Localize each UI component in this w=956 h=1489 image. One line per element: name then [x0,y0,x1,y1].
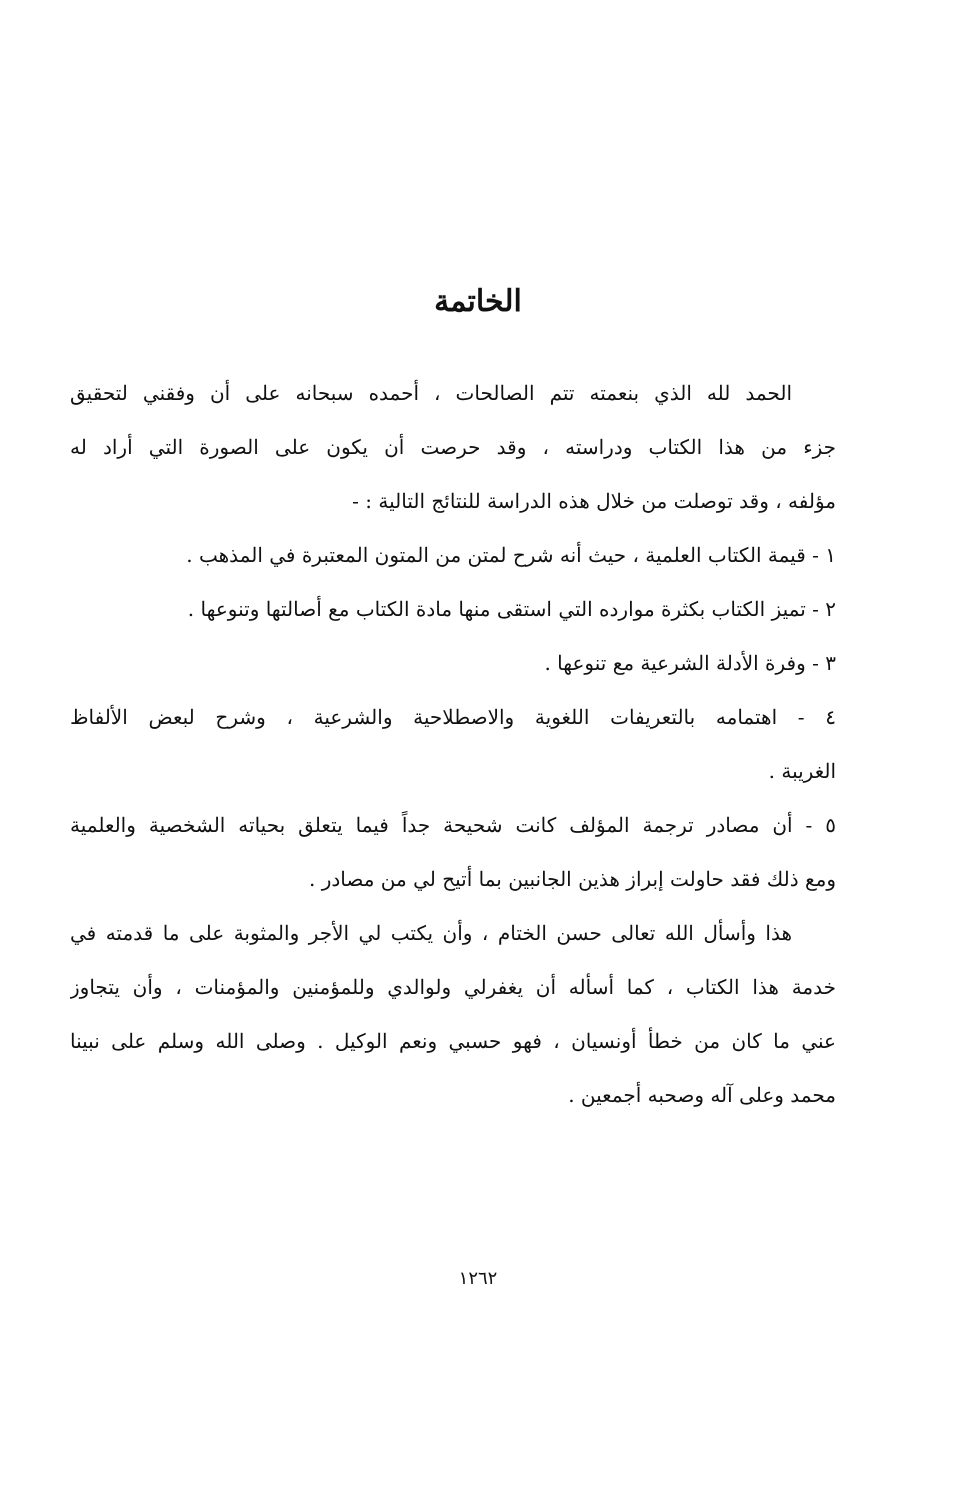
list-item-5: ٥ - أن مصادر ترجمة المؤلف كانت شحيحة جداً فيما يتعلق بحياته الشخصية والعلمية [70,813,836,837]
list-item-3: ٣ - وفرة الأدلة الشرعية مع تنوعها . [544,651,836,675]
paragraph-line: هذا وأسأل الله تعالى حسن الختام ، وأن يكتب لي الأجر والمثوبة على ما قدمته في [70,921,792,945]
paragraph-line: عني ما كان من خطأ أونسيان ، فهو حسبي ونعم الوكيل . وصلى الله وسلم على نبينا [70,1029,836,1053]
list-item-1: ١ - قيمة الكتاب العلمية ، حيث أنه شرح لمتن من المتون المعتبرة في المذهب . [186,543,836,567]
page-title: الخاتمة [434,284,522,319]
paragraph-line: محمد وعلى آله وصحبه أجمعين . [568,1083,836,1107]
paragraph-line: جزء من هذا الكتاب ودراسته ، وقد حرصت أن يكون على الصورة التي أراد له [70,435,836,459]
list-item-5-continuation: ومع ذلك فقد حاولت إبراز هذين الجانبين بما أتيح لي من مصادر . [309,867,836,891]
paragraph-line: الحمد لله الذي بنعمته تتم الصالحات ، أحمده سبحانه على أن وفقني لتحقيق [70,381,792,405]
list-item-2: ٢ - تميز الكتاب بكثرة موارده التي استقى منها مادة الكتاب مع أصالتها وتنوعها . [187,597,836,621]
paragraph-line: مؤلفه ، وقد توصلت من خلال هذه الدراسة للنتائج التالية : - [352,489,836,513]
body-text [70,366,836,1122]
paragraph-line: خدمة هذا الكتاب ، كما أسأله أن يغفرلي ولوالدي وللمؤمنين والمؤمنات ، وأن يتجاوز [70,975,836,999]
list-item-4: ٤ - اهتمامه بالتعريفات اللغوية والاصطلاحية والشرعية ، وشرح لبعض الألفاظ [70,705,836,729]
list-item-4-continuation: الغريبة . [768,759,836,783]
page-number: ١٢٦٢ [458,1268,498,1289]
